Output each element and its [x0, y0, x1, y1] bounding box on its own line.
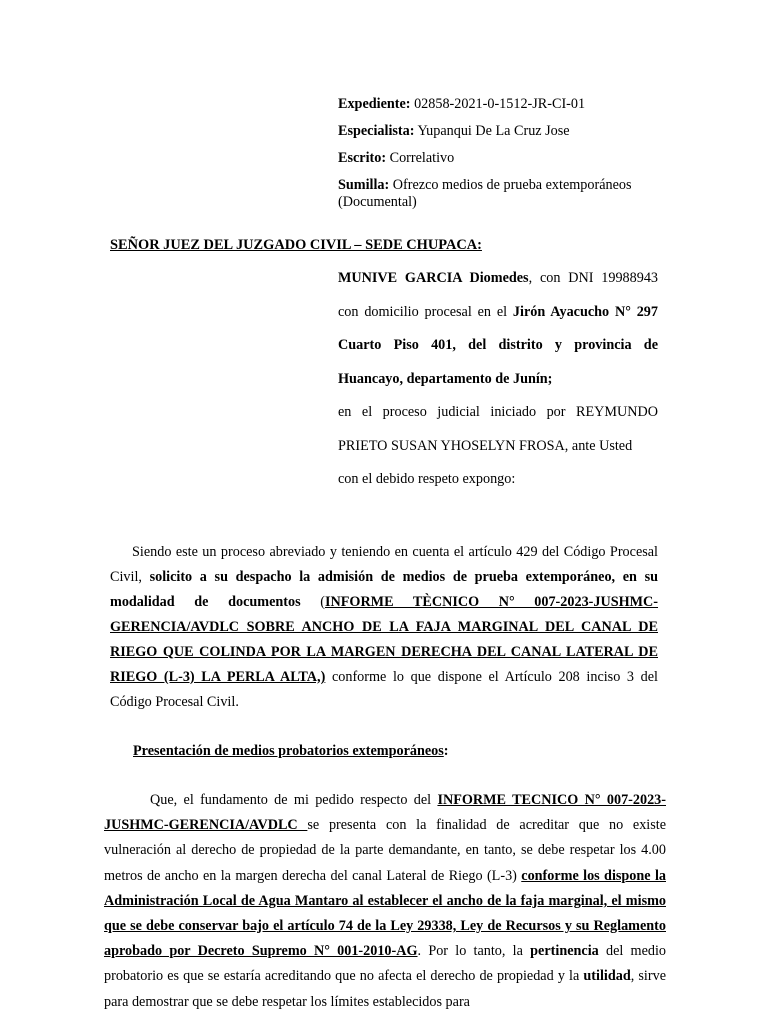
- section-title: [133, 743, 449, 760]
- expediente-row: [338, 96, 668, 113]
- sumilla-label: Sumilla:: [338, 177, 390, 193]
- expediente-value: 02858-2021-0-1512-JR-CI-01: [414, 96, 586, 112]
- party-block: [338, 262, 658, 497]
- escrito-row: [338, 150, 668, 167]
- para2-bold-2: utilidad: [583, 968, 631, 985]
- case-header: [338, 96, 668, 221]
- party-dni: , con DNI 19988943 con domicilio procesal en el: [338, 270, 659, 320]
- para2-underline-1: INFORME TECNICO N° 007-2023-JUSHMC-GERENCIA/AVDLC: [104, 792, 666, 834]
- escrito-label: Escrito:: [338, 150, 387, 166]
- especialista-row: [338, 123, 668, 140]
- para1-text-2: (: [300, 594, 325, 610]
- especialista-value: Yupanqui De La Cruz Jose: [417, 123, 570, 139]
- expediente-label: Expediente:: [338, 96, 411, 112]
- para1-underline-1: INFORME TÈCNICO N° 007-2023-JUSHMC-GERENCIA/AVDLC SOBRE ANCHO DE LA FAJA MARGINAL DEL CANAL DE RIEGO QUE COLINDA POR LA MARGEN DERECHA DEL CANAL LATERAL DE RIEGO (L-3) LA PERLA ALTA,): [110, 594, 659, 685]
- addressee-heading: SEÑOR JUEZ DEL JUZGADO CIVIL – SEDE CHUPACA:: [110, 237, 482, 253]
- escrito-value: Correlativo: [389, 150, 455, 166]
- especialista-label: Especialista:: [338, 123, 415, 139]
- para2-text-1: Que, el fundamento de mi pedido respecto del: [150, 792, 438, 808]
- para2-text-4: del medio probatorio es que se estaría acreditando que no afecta el derecho de propiedad y la: [104, 943, 667, 985]
- party-name: MUNIVE GARCIA Diomedes: [338, 270, 529, 286]
- party-intro: [338, 262, 658, 396]
- section-title-colon: :: [443, 743, 449, 759]
- sumilla-row: [338, 177, 668, 211]
- para1-bold-1: solicito a su despacho la admisión de medios de prueba extemporáneo, en su modalidad de documentos: [110, 569, 659, 610]
- party-process: en el proceso judicial iniciado por REYMUNDO PRIETO SUSAN YHOSELYN FROSA, ante Usted: [338, 404, 658, 454]
- para2-text-2: se presenta con la finalidad de acreditar que no existe vulneración al derecho de propiedad de la parte demandante, en tanto, se debe respetar los 4.00 metros de ancho en la margen derecha del canal Lateral de Riego (L-3): [104, 817, 666, 884]
- para2-underline-2: conforme los dispone la Administración Local de Agua Mantaro al establecer el ancho de la faja marginal, el mismo que se debe conservar bajo el artículo 74 de la Ley 29338, Ley de Recursos y su Reglamento aprobado por Decreto Supremo N° 001-2010-AG: [104, 867, 666, 960]
- foundation-paragraph: [104, 788, 666, 1015]
- para1-text-3: conforme lo que dispone el Artículo 208 inciso 3 del Código Procesal Civil.: [110, 669, 658, 710]
- para2-text-3: . Por lo tanto, la: [417, 943, 531, 960]
- request-paragraph: [110, 540, 658, 715]
- section-title-text: Presentación de medios probatorios extemporáneos: [133, 743, 444, 759]
- para1-text-1: Siendo este un proceso abreviado y teniendo en cuenta el artículo 429 del Código Procesal Civil,: [110, 544, 658, 585]
- sumilla-value: Ofrezco medios de prueba extemporáneos (Documental): [338, 177, 632, 210]
- para2-text-5: , sirve para demostrar que se debe respetar los límites establecidos para: [104, 968, 666, 1010]
- para2-bold-1: pertinencia: [530, 943, 599, 960]
- party-address: Jirón Ayacucho N° 297 Cuarto Piso 401, del distrito y provincia de Huancayo, departamento de Junín;: [338, 303, 658, 387]
- party-closing: con el debido respeto expongo:: [338, 471, 516, 487]
